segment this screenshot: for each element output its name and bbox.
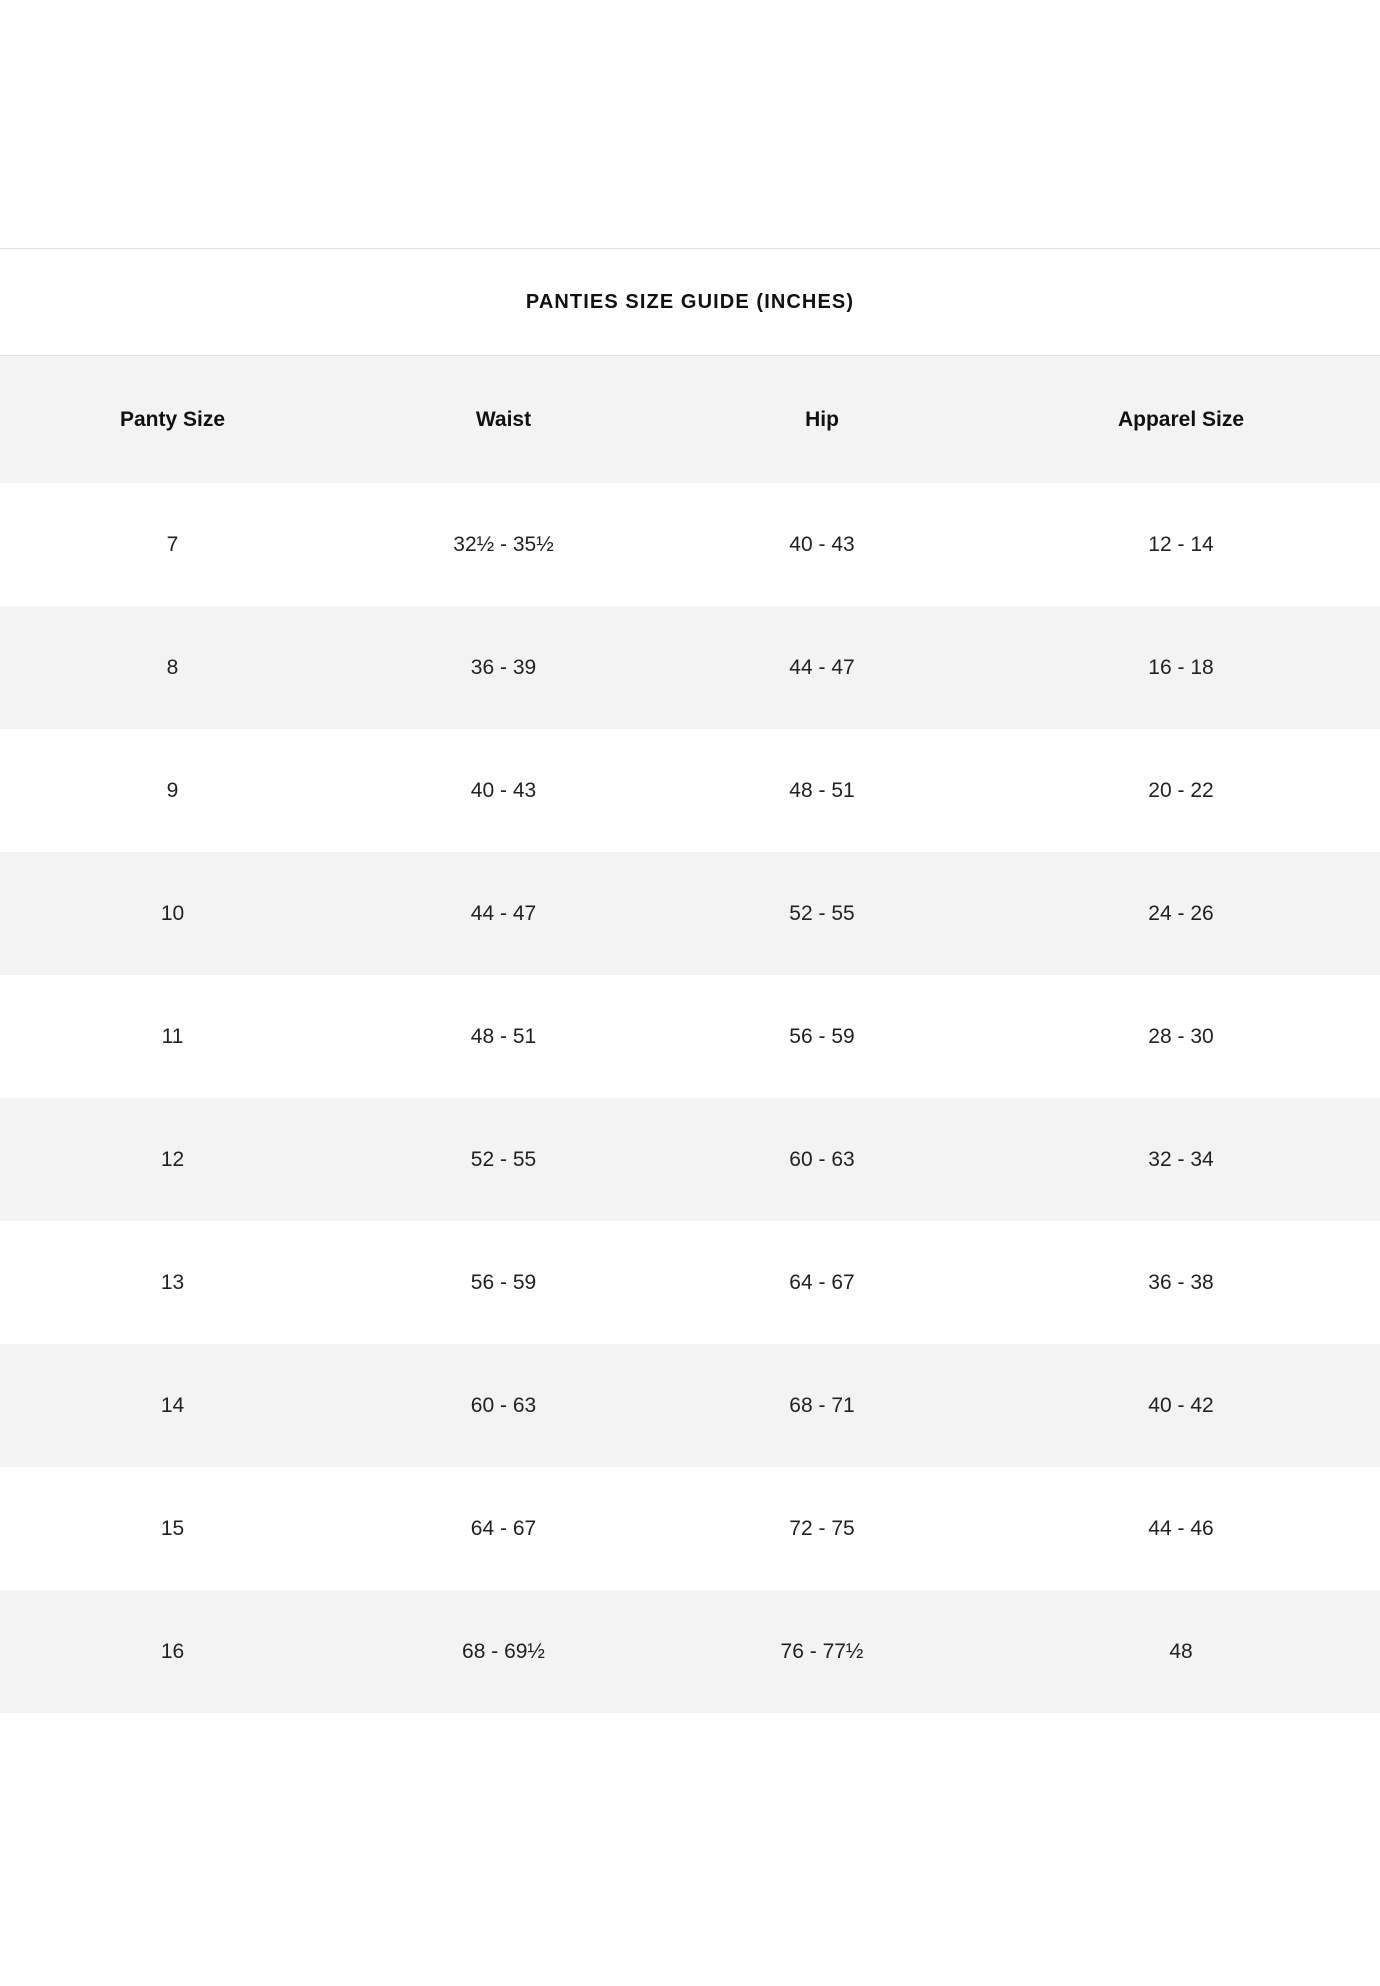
cell-hip: 64 - 67 bbox=[662, 1221, 982, 1344]
table-row bbox=[0, 606, 1380, 729]
cell-panty-size: 10 bbox=[0, 852, 345, 975]
size-guide-sheet bbox=[0, 248, 1380, 1713]
column-header-panty-size: Panty Size bbox=[0, 356, 345, 483]
table-row bbox=[0, 1590, 1380, 1713]
cell-panty-size: 8 bbox=[0, 606, 345, 729]
cell-panty-size: 11 bbox=[0, 975, 345, 1098]
table-header-row bbox=[0, 356, 1380, 483]
table-row bbox=[0, 1467, 1380, 1590]
cell-waist: 36 - 39 bbox=[345, 606, 662, 729]
cell-panty-size: 12 bbox=[0, 1098, 345, 1221]
cell-waist: 44 - 47 bbox=[345, 852, 662, 975]
cell-hip: 44 - 47 bbox=[662, 606, 982, 729]
cell-waist: 60 - 63 bbox=[345, 1344, 662, 1467]
cell-panty-size: 9 bbox=[0, 729, 345, 852]
cell-hip: 40 - 43 bbox=[662, 483, 982, 606]
cell-waist: 64 - 67 bbox=[345, 1467, 662, 1590]
table-row bbox=[0, 729, 1380, 852]
cell-apparel-size: 44 - 46 bbox=[982, 1467, 1380, 1590]
cell-waist: 68 - 69½ bbox=[345, 1590, 662, 1713]
cell-apparel-size: 16 - 18 bbox=[982, 606, 1380, 729]
table-row bbox=[0, 975, 1380, 1098]
cell-apparel-size: 48 bbox=[982, 1590, 1380, 1713]
cell-hip: 52 - 55 bbox=[662, 852, 982, 975]
cell-panty-size: 14 bbox=[0, 1344, 345, 1467]
cell-hip: 60 - 63 bbox=[662, 1098, 982, 1221]
cell-apparel-size: 40 - 42 bbox=[982, 1344, 1380, 1467]
column-header-hip: Hip bbox=[662, 356, 982, 483]
table-row bbox=[0, 483, 1380, 606]
cell-panty-size: 15 bbox=[0, 1467, 345, 1590]
cell-hip: 48 - 51 bbox=[662, 729, 982, 852]
cell-hip: 56 - 59 bbox=[662, 975, 982, 1098]
table-body bbox=[0, 483, 1380, 1713]
table-row bbox=[0, 1344, 1380, 1467]
cell-waist: 48 - 51 bbox=[345, 975, 662, 1098]
column-header-waist: Waist bbox=[345, 356, 662, 483]
cell-panty-size: 16 bbox=[0, 1590, 345, 1713]
cell-panty-size: 7 bbox=[0, 483, 345, 606]
table-row bbox=[0, 1098, 1380, 1221]
column-header-apparel-size: Apparel Size bbox=[982, 356, 1380, 483]
cell-apparel-size: 28 - 30 bbox=[982, 975, 1380, 1098]
size-guide-title-bar bbox=[0, 248, 1380, 356]
cell-hip: 76 - 77½ bbox=[662, 1590, 982, 1713]
cell-apparel-size: 36 - 38 bbox=[982, 1221, 1380, 1344]
cell-waist: 56 - 59 bbox=[345, 1221, 662, 1344]
cell-hip: 68 - 71 bbox=[662, 1344, 982, 1467]
cell-apparel-size: 32 - 34 bbox=[982, 1098, 1380, 1221]
page-title: PANTIES SIZE GUIDE (INCHES) bbox=[525, 290, 855, 313]
cell-apparel-size: 12 - 14 bbox=[982, 483, 1380, 606]
cell-waist: 32½ - 35½ bbox=[345, 483, 662, 606]
cell-apparel-size: 24 - 26 bbox=[982, 852, 1380, 975]
table-header bbox=[0, 356, 1380, 483]
cell-waist: 40 - 43 bbox=[345, 729, 662, 852]
table-row bbox=[0, 852, 1380, 975]
cell-waist: 52 - 55 bbox=[345, 1098, 662, 1221]
cell-panty-size: 13 bbox=[0, 1221, 345, 1344]
size-guide-table bbox=[0, 356, 1380, 1713]
cell-hip: 72 - 75 bbox=[662, 1467, 982, 1590]
cell-apparel-size: 20 - 22 bbox=[982, 729, 1380, 852]
table-row bbox=[0, 1221, 1380, 1344]
